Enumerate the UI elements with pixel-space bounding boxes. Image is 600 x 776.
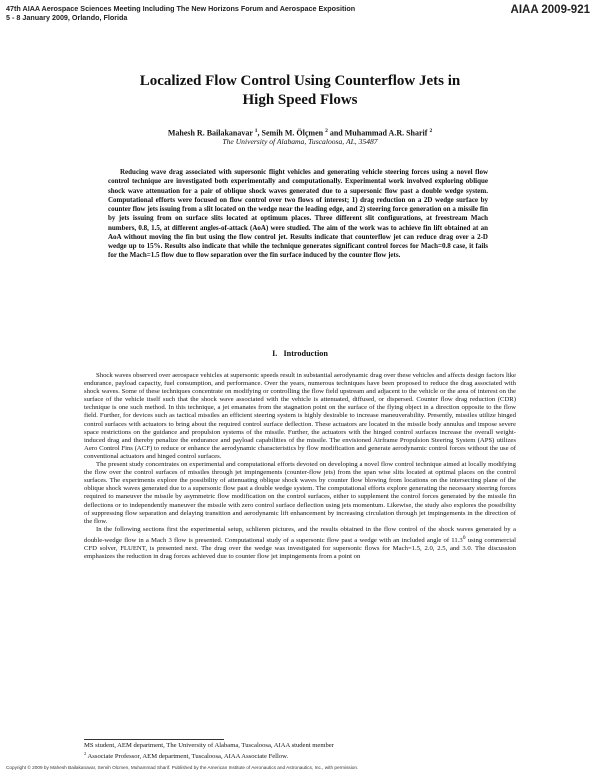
paragraph-text: In the following sections first the experimental setup, schlieren pictures, and the results obtained in the flow control of the shock waves generated by a double-wedge flow in a Mach 3 flow is presented. Computational study of a supersonic flow past a wedge with an included angle of 11.3 bbox=[84, 525, 516, 545]
footnote-1: MS student, AEM department, The University of Alabama, Tuscaloosa, AIAA student member bbox=[84, 742, 334, 749]
body-paragraph: The present study concentrates on experimental and computational efforts devoted on developing a novel flow control technique aimed at locally modifying the flow over the control surfaces of missiles through jet impingements (counter-flow jets) from the span wise slits located at optimal places on the control surfaces. The experiments explore the possibility of attenuating oblique shock waves by counter flow blowing from locations on the intersecting plane of the oblique shock waves generated due to a supersonic flow past a double wedge system. The computational efforts explore generating the necessary steering forces required to maneuver the missile by asymmetric flow modification on the control surfaces, either to supplement the control forces generated by the missile fin deflections or to independently maneuver the missile with zero control surface deflection using jets momentum. Likewise, the study also explores the possibility of suppressing flow separation and delaying transition and aerodynamic lift enhancement by increasing circulation through jet impingements in the direction of the flow. bbox=[84, 461, 516, 525]
degree-superscript: 0 bbox=[462, 534, 466, 541]
paper-title bbox=[60, 72, 540, 110]
author-name: Muhammad A.R. Sharif bbox=[344, 128, 428, 138]
author-joiner: and bbox=[329, 128, 343, 138]
footnote-2 bbox=[84, 750, 516, 761]
section-heading bbox=[0, 349, 600, 358]
conference-header bbox=[6, 4, 426, 22]
author-name: Mahesh R. Bailakanavar bbox=[167, 128, 253, 138]
section-title: Introduction bbox=[283, 349, 328, 358]
section-number: I. bbox=[272, 349, 278, 358]
introduction-body bbox=[84, 372, 516, 561]
author-affiliation: The University of Alabama, Tuscaloosa, AL, 35487 bbox=[222, 137, 378, 146]
footnote-divider bbox=[84, 739, 224, 740]
conference-date-location: 5 - 8 January 2009, Orlando, Florida bbox=[6, 13, 128, 22]
conference-name: 47th AIAA Aerospace Sciences Meeting Including The New Horizons Forum and Aerospace Exposition bbox=[6, 4, 356, 13]
author-footnote-mark: 1 bbox=[254, 128, 258, 134]
author-list: Mahesh R. Bailakanavar $^1$, Semih M. Ölçmen $^2$ and Muhammad A.R. Sharif $^2$ bbox=[167, 128, 433, 138]
title-line-1: Localized Flow Control Using Counterflow Jets in bbox=[139, 73, 461, 89]
author-footnote-mark: 2 bbox=[325, 128, 328, 134]
paragraph-text: using commercial CFD solver, FLUENT, is presented next. The drag over the wedge was investigated for supersonic flows for Mach=1.5, 2.0, 2.5, and 3.0. The discussion emphasizes the reduction in drag forces achieved due to counter flow jet impingements from a point on bbox=[84, 537, 516, 561]
footnotes bbox=[84, 742, 516, 761]
body-paragraph: Shock waves observed over aerospace vehicles at supersonic speeds result in substantial aerodynamic drag over these vehicles and affects design factors like endurance, payload capacity, fuel consumption, and performance. Over the years, numerous techniques have been proposed to reduce the drag associated with shock waves. Some of these techniques concentrate on modifying or controlling the flow field upstream and adjacent to the vehicle or the area of interest on the surface of the vehicle itself such that the shock wave associated with the vehicle is attenuated, diffused, or dispersed. Counter flow drag reduction (CDR) technique is one such method. In this technique, a jet emanates from the stagnation point on the surface of the flying object in a direction opposite to the flow field. Further, for devices such as tactical missiles an efficient steering system is highly desirable to increase maneuverability. Presently, missiles utilize hinged control surfaces with actuators to bring about the required control surface deflection. These actuators are located in the missile body annulus and impose severe space restrictions on the guidance and propulsion systems of the missile. Further, the actuators with the hinged control surfaces increase the overall weight-induced drag and thereby penalize the endurance and payload capabilities of the missile. The envisioned Airframe Propulsion Steering System (APS) utilizes Aero Control Fins (ACF) to reduce or enhance the aerodynamic characteristics by flow modification and generate aerodynamic control forces without the use of conventional actuators and hinged control surfaces. bbox=[84, 372, 516, 460]
paper-number: AIAA 2009-921 bbox=[510, 4, 590, 16]
title-line-2: High Speed Flows bbox=[242, 92, 358, 108]
footnote-text: Associate Professor, AEM department, Tuscaloosa, AIAA Associate Fellow. bbox=[87, 753, 289, 761]
author-name: Semih M. Ölçmen bbox=[261, 128, 324, 138]
abstract: Reducing wave drag associated with supersonic flight vehicles and generating vehicle steering forces using a novel flow control technique are investigated both experimentally and computationally. Experimental work involved exploring oblique shock wave attenuation for a pair of oblique shock waves generated due to a supersonic flow past a double wedge system. Computational efforts were focused on flow control over two flows of interest; 1) drag reduction on a 2D wedge surface by counter flow jets issuing from a slit located on the wedge near the leading edge, and 2) steering force generation on a missile fin by jets issuing from on surface slits located at optimum places. Three different slit configurations, at freestream Mach numbers, 0.8, 1.5, at different angles-of-attack (AoA) were studied. The aim of the work was to achieve fin lift obtained at an AoA without moving the fin but using the flow control jet. Results indicate that counterflow jet can reduce drag over a 2-D wedge up to 15%. Results also indicate that while the technique generates significant control forces for Mach=0.8 case, it fails for the Mach=1.5 flow due to flow separation over the fin surface induced by the counter flow jets. bbox=[108, 168, 488, 260]
footnote-mark: 2 bbox=[84, 751, 87, 756]
author-footnote-mark: 2 bbox=[429, 128, 433, 134]
body-paragraph bbox=[84, 526, 516, 562]
copyright-notice: Copyright © 2009 by Mahesh Bailakanavar, Semih Olcmen, Muhammad Sharif. Published by the American Institute of Aeronautics and Astronautics, Inc., with permission. bbox=[6, 765, 359, 770]
